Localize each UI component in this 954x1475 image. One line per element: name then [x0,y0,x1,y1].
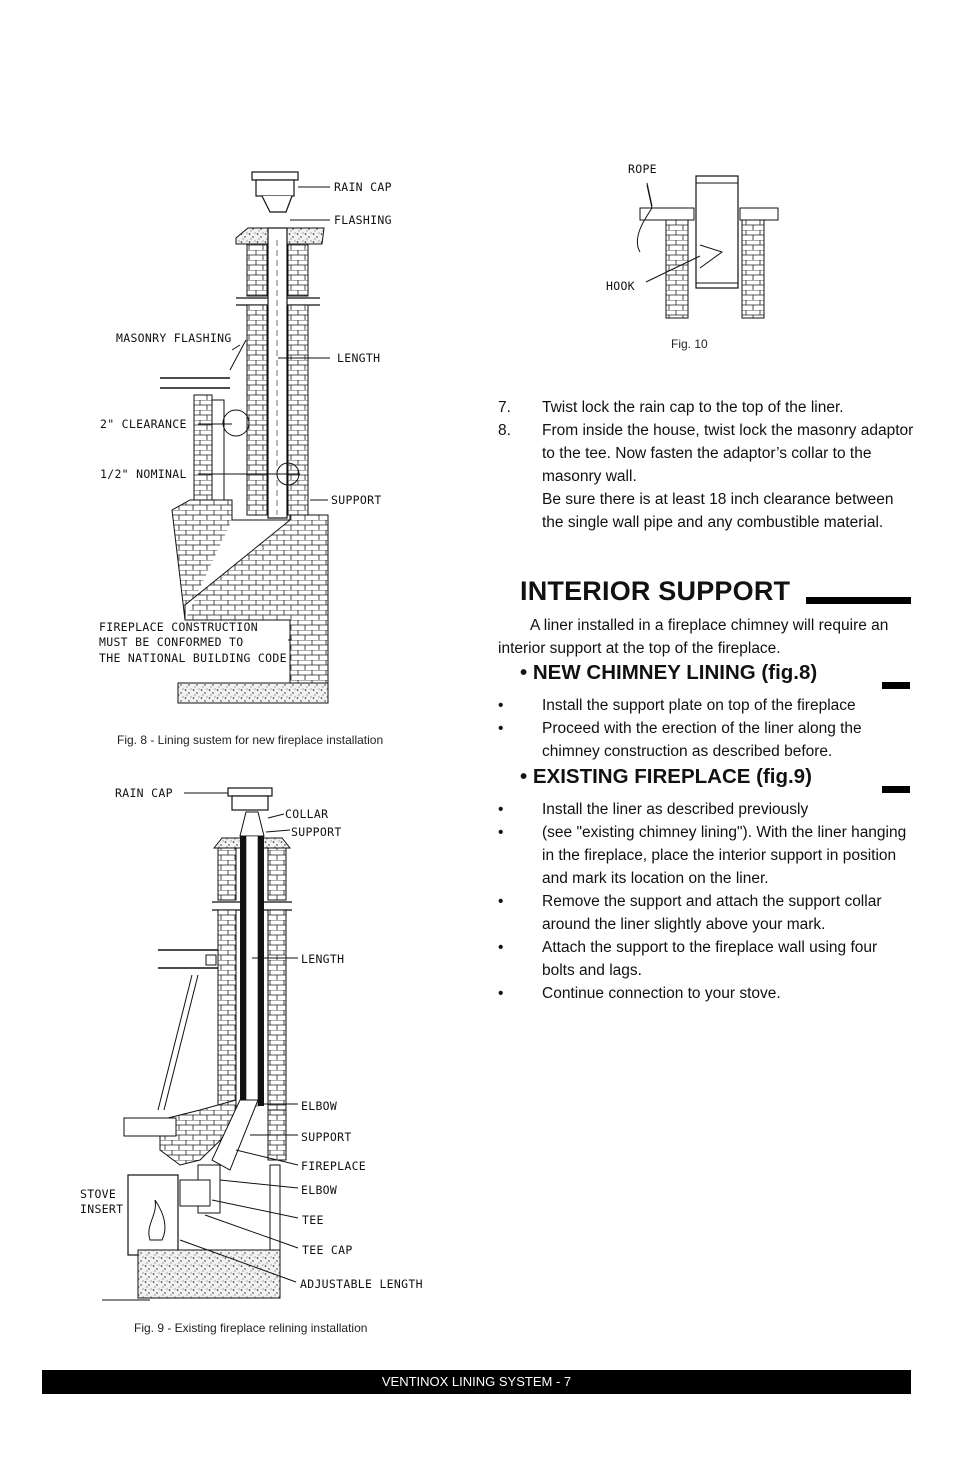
existing-fireplace-heading: • EXISTING FIREPLACE (fig.9) [520,765,812,788]
list-item-text: Proceed with the erection of the liner along the chimney construction as described before. [542,720,862,760]
bullet-mark: • [498,939,504,956]
fig8-label-flashing: FLASHING [334,213,392,227]
step-text: From inside the house, twist lock the masonry adaptor to the tee. Now fasten the adaptor’s collar to the masonry wall. [542,422,914,485]
fig8-label-clearance: 2" CLEARANCE [100,417,187,431]
list-item-text: Attach the support to the fireplace wall using four bolts and lags. [542,939,878,979]
fig8-label-nominal: 1/2" NOMINAL [100,467,187,481]
step-8 [498,419,918,534]
list-item [498,821,913,890]
list-item-text: (see "existing chimney lining"). With the liner hanging in the fireplace, place the interior support in position and mark its location on the liner. [542,824,907,887]
list-item-text: Install the liner as described previously [542,801,809,818]
bullet-mark: • [498,893,504,910]
fig8-label-code-line1: FIREPLACE CONSTRUCTION [99,620,258,634]
fig8-diagram [90,165,430,710]
list-item [498,798,913,821]
fig9-label-collar: COLLAR [285,807,329,821]
page-footer: VENTINOX LINING SYSTEM - 7 [42,1370,911,1394]
fig9-label-stove: STOVE [80,1187,117,1201]
bullet-mark: • [498,985,504,1002]
bullet-mark: • [498,697,504,714]
fig9-caption: Fig. 9 - Existing fireplace relining installation [134,1321,368,1335]
section-title-rule [806,597,911,604]
fig8-label-support: SUPPORT [331,493,382,507]
new-chimney-list [498,694,913,763]
step-number: 7. [498,399,511,416]
fig9-label-elbow-top: ELBOW [301,1099,338,1113]
new-chimney-heading: • NEW CHIMNEY LINING (fig.8) [520,661,818,684]
step-number: 8. [498,422,511,439]
fig9-label-length: LENGTH [301,952,345,966]
bullet-mark: • [498,801,504,818]
list-item [498,890,913,936]
fig9-label-insert: INSERT [80,1202,124,1216]
fig8-label-length: LENGTH [337,351,381,365]
existing-fireplace-list [498,798,913,1005]
fig9-label-rain-cap: RAIN CAP [115,786,173,800]
list-item [498,717,913,763]
fig8-label-rain-cap: RAIN CAP [334,180,392,194]
fig9-label-fireplace: FIREPLACE [301,1159,367,1173]
fig10-label-hook: HOOK [606,279,635,293]
list-item [498,694,913,717]
step-text-block [542,419,918,534]
list-item-text: Install the support plate on top of the fireplace [542,697,856,714]
fig8-label-code-line2: MUST BE CONFORMED TO [99,635,244,649]
fig9-diagram [78,780,434,1305]
fig8-label-masonry-flashing: MASONRY FLASHING [116,331,232,345]
fig9-label-tee: TEE [302,1213,324,1227]
installation-steps [498,396,918,534]
fig8-caption: Fig. 8 - Lining sustem for new fireplace installation [117,733,384,747]
bullet-mark: • [498,720,504,737]
section-intro-text: A liner installed in a fireplace chimney will require an interior support at the top of the fireplace. [498,617,889,657]
list-item-text: Remove the support and attach the support collar around the liner slightly above your mark. [542,893,882,933]
step-7 [498,396,918,419]
new-chimney-rule [882,682,910,689]
section-title: INTERIOR SUPPORT [520,576,791,606]
fig10-caption: Fig. 10 [671,337,708,351]
fig9-label-support-mid: SUPPORT [301,1130,352,1144]
fig10-diagram [600,158,790,324]
list-item-text: Continue connection to your stove. [542,985,781,1002]
step-extra-text: Be sure there is at least 18 inch clearance between the single wall pipe and any combustible material. [542,491,894,531]
bullet-mark: • [498,824,504,841]
fig10-label-rope: ROPE [628,162,657,176]
list-item [498,982,913,1005]
fig9-label-elbow-low: ELBOW [301,1183,338,1197]
section-intro [498,614,913,660]
existing-fireplace-rule [882,786,910,793]
list-item [498,936,913,982]
step-text: Twist lock the rain cap to the top of the liner. [542,399,844,416]
fig9-label-tee-cap: TEE CAP [302,1243,353,1257]
fig9-label-support-top: SUPPORT [291,825,342,839]
fig8-label-code-line3: THE NATIONAL BUILDING CODE [99,651,287,665]
fig9-label-adjustable-length: ADJUSTABLE LENGTH [300,1277,423,1291]
